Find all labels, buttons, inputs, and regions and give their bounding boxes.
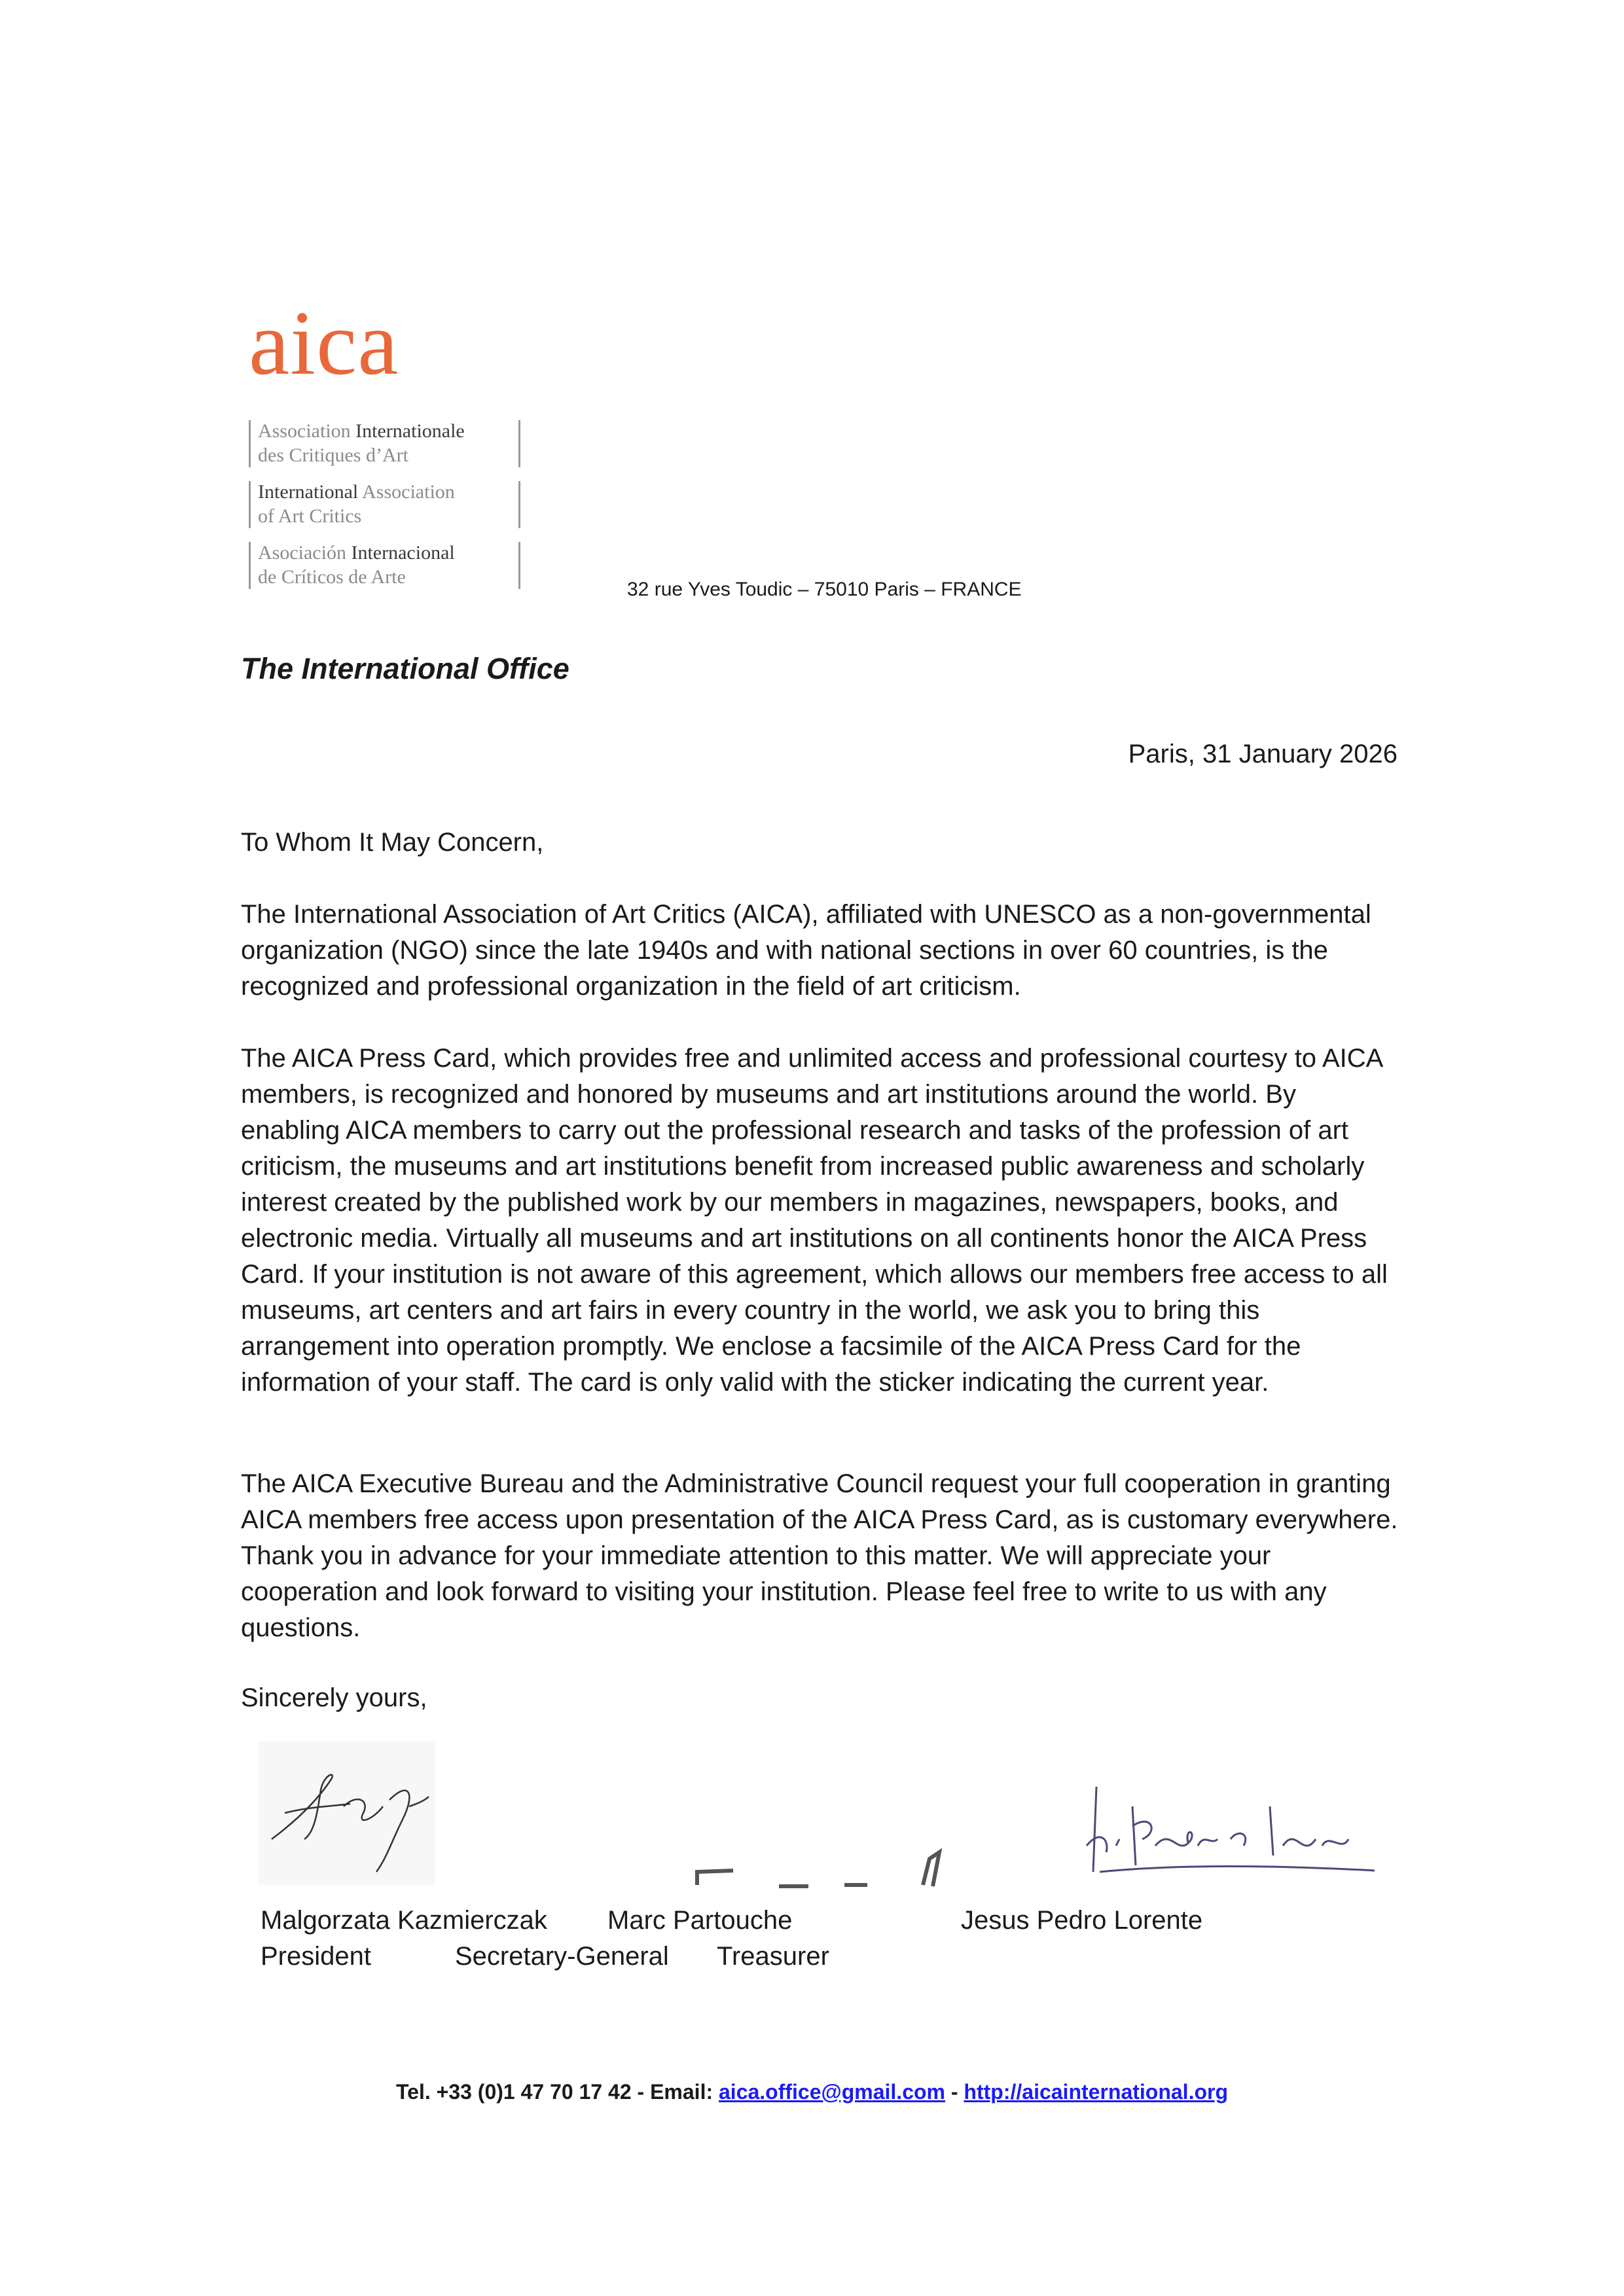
postal-address: 32 rue Yves Toudic – 75010 Paris – FRANCE xyxy=(627,579,1022,600)
signatory-name-treasurer: Jesus Pedro Lorente xyxy=(961,1906,1203,1935)
signatory-role-secretary: Secretary-General xyxy=(455,1942,669,1971)
logo-es-line2: de Críticos de Arte xyxy=(258,566,406,588)
footer-contact xyxy=(0,2080,1624,2104)
footer-separator: - xyxy=(945,2080,964,2104)
letter-date: Paris, 31 January 2026 xyxy=(1128,740,1398,768)
signature-president xyxy=(259,1741,435,1885)
closing: Sincerely yours, xyxy=(241,1683,427,1712)
aica-logo: aica xyxy=(249,293,399,394)
logo-en-line1b: Association xyxy=(358,481,455,503)
logo-es-line1a: Asociación xyxy=(258,542,352,564)
website-link[interactable]: http://aicainternational.org xyxy=(964,2080,1228,2104)
logo-fr-line1a: Association xyxy=(258,420,356,442)
logo-name-french xyxy=(249,419,520,467)
paragraph-1: The International Association of Art Critics (AICA), affiliated with UNESCO as a non-governmental organization (NGO) since the late 1940s and with national sections in over 60 countries, is the recognized and professional organization in the field of art criticism. xyxy=(241,900,1371,1001)
paragraph-3: The AICA Executive Bureau and the Administrative Council request your full cooperation in granting AICA members free access upon presentation of the AICA Press Card, as is customary everywhere. Thank you in advance for your immediate attention to this matter. We will appreciate your cooperation and look forward to visiting your institution. Please feel free to write to us with any questions. xyxy=(241,1469,1398,1642)
signatory-role-treasurer: Treasurer xyxy=(717,1942,829,1971)
signatory-name-president: Malgorzata Kazmierczak xyxy=(261,1906,547,1935)
logo-en-line1a: International xyxy=(258,481,359,503)
logo-es-line1b: Internacional xyxy=(351,542,455,564)
signatory-role-president: President xyxy=(261,1942,371,1971)
logo-fr-line2: des Critiques d’Art xyxy=(258,444,408,466)
logo-name-spanish xyxy=(249,541,520,589)
signature-secretary-general xyxy=(694,1826,975,1892)
logo-name-english xyxy=(249,480,520,528)
salutation: To Whom It May Concern, xyxy=(241,828,544,857)
footer-tel: Tel. +33 (0)1 47 70 17 42 - Email: xyxy=(395,2080,719,2104)
email-link[interactable]: aica.office@gmail.com xyxy=(719,2080,945,2104)
logo-fr-line1b: Internationale xyxy=(355,420,465,442)
paragraph-2: The AICA Press Card, which provides free and unlimited access and professional courtesy to AICA members, is recognized and honored by museums and art institutions around the world. By enabling AICA members to carry out the professional research and tasks of the profession of art criticism, the museums and art institutions benefit from increased public awareness and scholarly interest created by the published work by our members in magazines, newspapers, books, and electronic media. Virtually all museums and art institutions on all continents honor the AICA Press Card. If your institution is not aware of this agreement, which allows our members free access to all museums, art centers and art fairs in every country in the world, we ask you to bring this arrangement into operation promptly. We enclose a facsimile of the AICA Press Card for the information of your staff. The card is only valid with the sticker indicating the current year. xyxy=(241,1044,1388,1397)
office-heading: The International Office xyxy=(241,652,569,685)
signature-treasurer xyxy=(1080,1767,1381,1885)
signatory-name-secretary: Marc Partouche xyxy=(607,1906,793,1935)
logo-en-line2: of Art Critics xyxy=(258,505,362,527)
